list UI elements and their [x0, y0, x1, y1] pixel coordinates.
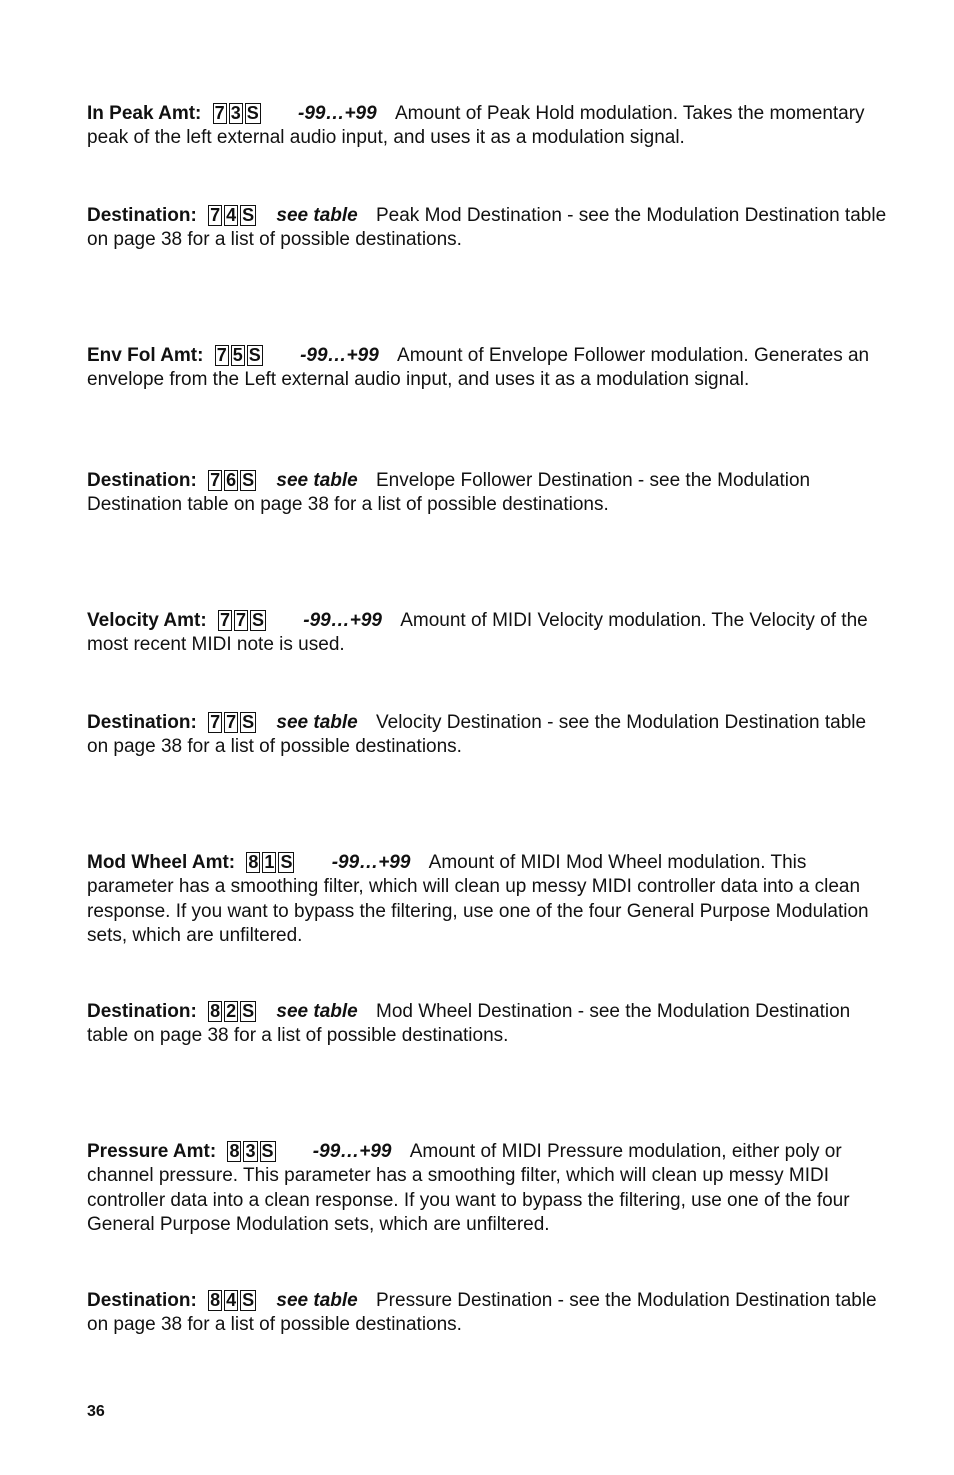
- key-box: 7: [235, 610, 246, 630]
- param-name: Env Fol Amt:: [87, 345, 204, 366]
- key-sequence: [213, 102, 263, 126]
- param-description: Mod Wheel Destination - see the Modulation Destination table on page 38 for a list of possible destinations.: [87, 1001, 851, 1047]
- key-box: 7: [219, 610, 230, 630]
- param-name: Destination:: [87, 1290, 197, 1311]
- param-mod-wheel-amt: [87, 851, 887, 949]
- param-description: Amount of Envelope Follower modulation. Generates an envelope from the Left external audio input, and uses it as a modulation signal.: [87, 345, 870, 391]
- key-box: S: [242, 470, 255, 490]
- key-box: 7: [216, 345, 227, 365]
- key-box: S: [242, 712, 255, 732]
- param-name: Destination:: [87, 712, 197, 733]
- key-box: 3: [230, 103, 241, 123]
- key-box: 8: [248, 852, 259, 872]
- param-name: Mod Wheel Amt:: [87, 852, 236, 873]
- param-range: -99…+99: [312, 1141, 392, 1162]
- key-sequence: [208, 204, 258, 228]
- key-box: 2: [226, 1001, 237, 1021]
- param-name: Destination:: [87, 470, 197, 491]
- key-sequence: [218, 609, 268, 633]
- key-box: 3: [245, 1141, 256, 1161]
- param-range: -99…+99: [331, 852, 411, 873]
- key-sequence: [246, 851, 296, 875]
- param-velocity-destination: [87, 711, 887, 760]
- param-range: -99…+99: [298, 103, 377, 124]
- param-description: Amount of MIDI Pressure modulation, either poly or channel pressure. This parameter has a smoothing filter, which will clean up messy MIDI controller data into a clean response. If you want to bypass the filtering, use one of the four General Purpose Modulation sets, which are unfiltered.: [87, 1141, 850, 1236]
- key-sequence: [208, 469, 258, 493]
- key-box: 7: [210, 205, 221, 225]
- key-box: 7: [226, 712, 237, 732]
- key-box: 8: [229, 1141, 240, 1161]
- param-in-peak-amt: [87, 102, 887, 151]
- param-description: Velocity Destination - see the Modulation Destination table on page 38 for a list of possible destinations.: [87, 712, 867, 758]
- key-box: 7: [210, 470, 221, 490]
- param-range: see table: [276, 712, 358, 733]
- param-description: Peak Mod Destination - see the Modulation Destination table on page 38 for a list of possible destinations.: [87, 205, 887, 251]
- param-env-fol-amt: [87, 344, 887, 393]
- param-range: -99…+99: [303, 610, 382, 631]
- key-box: S: [242, 1001, 255, 1021]
- key-sequence: [208, 1000, 258, 1024]
- param-name: Velocity Amt:: [87, 610, 207, 631]
- key-box: 4: [226, 1290, 237, 1310]
- key-box: 4: [226, 205, 237, 225]
- key-box: 5: [232, 345, 243, 365]
- param-name: Destination:: [87, 205, 197, 226]
- key-box: S: [246, 103, 259, 123]
- key-box: 8: [210, 1001, 221, 1021]
- key-sequence: [208, 1289, 258, 1313]
- key-sequence: [227, 1140, 277, 1164]
- key-sequence: [208, 711, 258, 735]
- param-range: see table: [276, 1001, 358, 1022]
- param-velocity-amt: [87, 609, 887, 658]
- key-box: S: [280, 852, 293, 872]
- key-box: 8: [210, 1290, 221, 1310]
- param-name: In Peak Amt:: [87, 103, 202, 124]
- param-name: Pressure Amt:: [87, 1141, 217, 1162]
- key-box: S: [261, 1141, 274, 1161]
- key-box: 1: [264, 852, 275, 872]
- key-box: S: [248, 345, 261, 365]
- key-box: 6: [226, 470, 237, 490]
- param-description: Amount of MIDI Velocity modulation. The Velocity of the most recent MIDI note is used.: [87, 610, 868, 656]
- param-peak-destination: [87, 204, 887, 253]
- param-name: Destination:: [87, 1001, 197, 1022]
- param-description: Pressure Destination - see the Modulation Destination table on page 38 for a list of possible destinations.: [87, 1290, 877, 1336]
- param-range: see table: [276, 205, 358, 226]
- param-description: Amount of Peak Hold modulation. Takes the momentary peak of the left external audio input, and uses it as a modulation signal.: [87, 103, 865, 149]
- param-range: see table: [276, 1290, 358, 1311]
- key-box: S: [242, 205, 255, 225]
- param-pressure-destination: [87, 1289, 887, 1338]
- key-box: 7: [214, 103, 225, 123]
- key-sequence: [215, 344, 265, 368]
- key-box: S: [251, 610, 264, 630]
- key-box: S: [242, 1290, 255, 1310]
- param-range: -99…+99: [300, 345, 379, 366]
- param-range: see table: [276, 470, 358, 491]
- param-mod-wheel-destination: [87, 1000, 887, 1049]
- param-pressure-amt: [87, 1140, 887, 1238]
- param-env-fol-destination: [87, 469, 887, 518]
- param-description: Envelope Follower Destination - see the Modulation Destination table on page 38 for a list of possible destinations.: [87, 470, 811, 516]
- page-number: 36: [87, 1403, 105, 1420]
- key-box: 7: [210, 712, 221, 732]
- param-description: Amount of MIDI Mod Wheel modulation. This parameter has a smoothing filter, which will clean up messy MIDI controller data into a clean response. If you want to bypass the filtering, use one of the four General Purpose Modulation sets, which are unfiltered.: [87, 852, 869, 947]
